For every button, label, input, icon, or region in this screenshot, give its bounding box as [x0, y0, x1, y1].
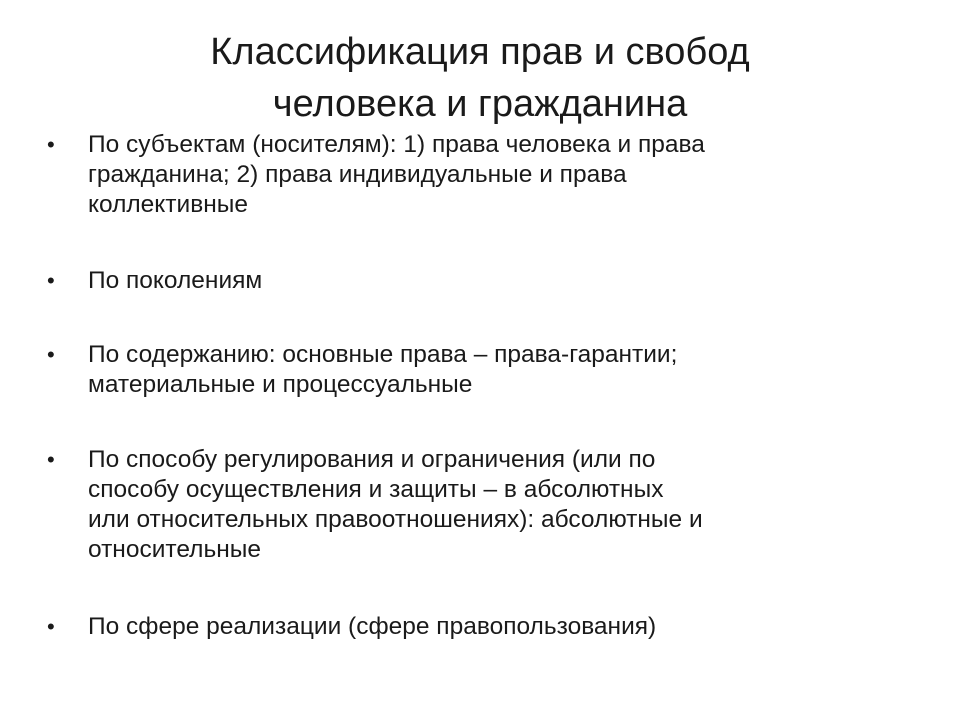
bullet-item-generations — [47, 266, 867, 296]
bullet-dot-icon: • — [47, 614, 55, 639]
bullet-text-subjects: По субъектам (носителям): 1) права человека и права гражданина; 2) права индивидуальные и права коллективные — [88, 131, 705, 218]
bullet-text-generations: По поколениям — [88, 267, 263, 294]
bullet-item-sphere — [47, 612, 867, 642]
bullet-dot-icon: • — [47, 447, 55, 472]
bullet-dot-icon: • — [47, 342, 55, 367]
bullet-text-regulation: По способу регулирования и ограничения (или по способу осуществления и защиты – в абсолютных или относительных правоотношениях): абсолютные и относительные — [88, 446, 703, 563]
bullet-item-content — [47, 340, 867, 400]
bullet-text-sphere: По сфере реализации (сфере правопользования) — [88, 613, 657, 640]
bullet-item-regulation — [47, 445, 867, 565]
bullet-text-content: По содержанию: основные права – права-гарантии; материальные и процессуальные — [88, 341, 678, 398]
bullet-dot-icon: • — [47, 268, 55, 293]
bullet-item-subjects — [47, 130, 867, 220]
bullet-dot-icon: • — [47, 132, 55, 157]
slide-title-line-2: человека и гражданина — [272, 83, 688, 125]
slide-title-line-1: Классификация прав и свобод — [210, 31, 750, 73]
